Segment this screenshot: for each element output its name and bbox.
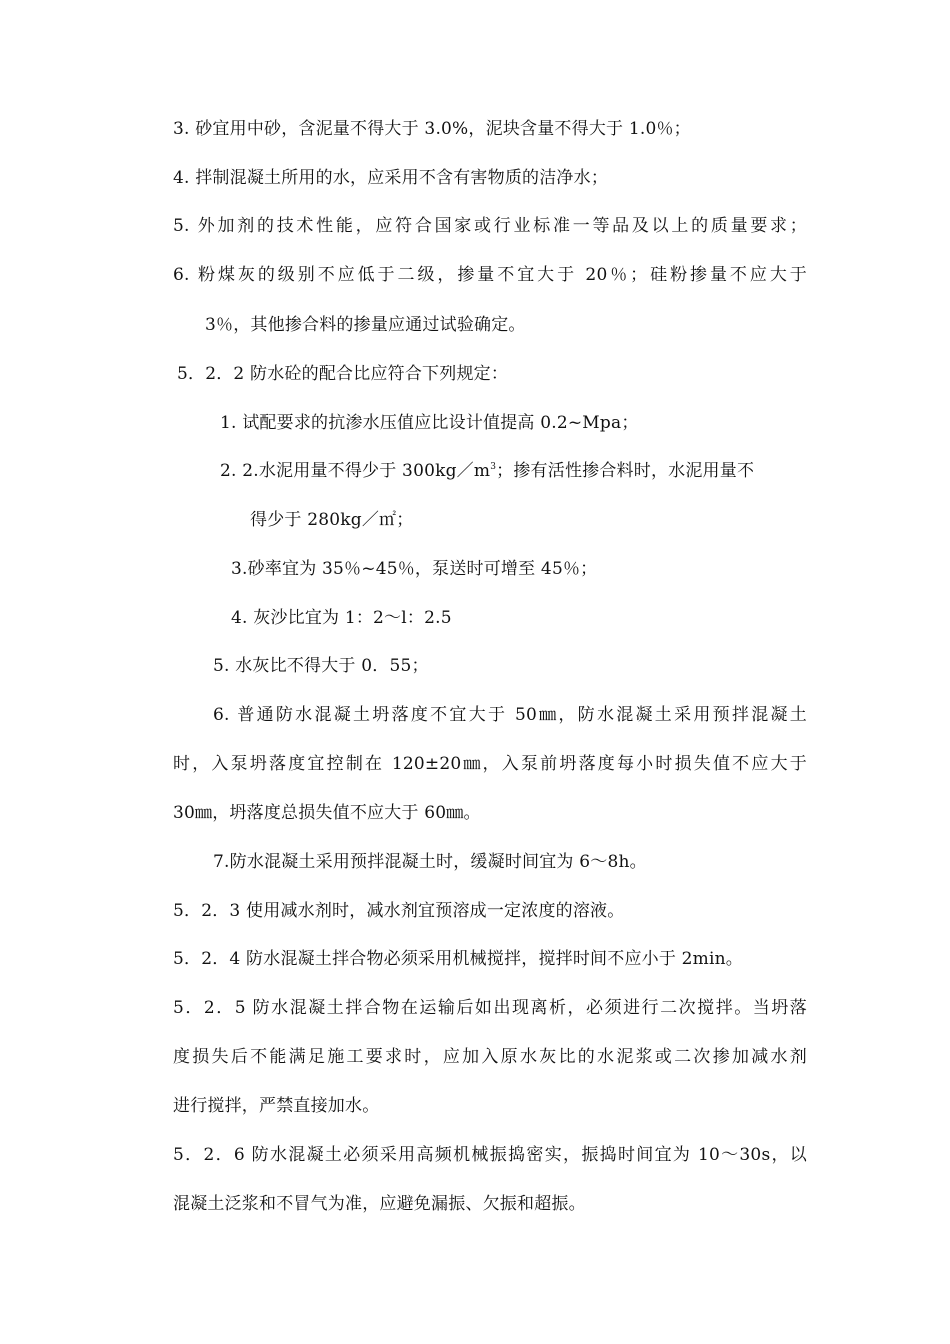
mix-item-4: 4. 灰沙比宜为 1：2～l：2.5 <box>231 608 452 628</box>
section-5-2-6-line-1: 5．2．6 防水混凝土必须采用高频机械振捣密实，振捣时间宜为 10～30s，以 <box>173 1145 807 1165</box>
mix-item-2-text-b: ；掺有活性掺合料时，水泥用量不 <box>496 461 755 481</box>
mix-item-6-line-2: 时，入泵坍落度宜控制在 120±20㎜，入泵前坍落度每小时损失值不应大于 <box>173 754 807 774</box>
section-5-2-5-line-2: 度损失后不能满足施工要求时，应加入原水灰比的水泥浆或二次掺加减水剂 <box>173 1047 807 1067</box>
mix-item-5: 5. 水灰比不得大于 0．55； <box>213 656 429 676</box>
clause-sand-requirement: 3. 砂宜用中砂，含泥量不得大于 3.0%，泥块含量不得大于 1.0％； <box>173 119 691 139</box>
mix-item-3: 3.砂率宜为 35％~45％，泵送时可增至 45％； <box>231 559 598 579</box>
mix-item-2-line-1 <box>220 459 754 483</box>
clause-admixture-performance: 5. 外加剂的技术性能，应符合国家或行业标准一等品及以上的质量要求； <box>173 216 807 236</box>
clause-mixing-water: 4. 拌制混凝土所用的水，应采用不含有害物质的洁净水； <box>173 168 609 188</box>
clause-fly-ash-line-2: 3％，其他掺合料的掺量应通过试验确定。 <box>205 315 526 335</box>
section-5-2-4: 5．2．4 防水混凝土拌合物必须采用机械搅拌，搅拌时间不应小于 2min。 <box>173 949 743 969</box>
section-5-2-3: 5．2．3 使用减水剂时，减水剂宜预溶成一定浓度的溶液。 <box>173 901 625 921</box>
mix-item-2-text-a: 2. 2.水泥用量不得少于 300kg／m <box>220 461 491 481</box>
mix-item-7: 7.防水混凝土采用预拌混凝土时，缓凝时间宜为 6～8h。 <box>213 852 647 872</box>
section-5-2-6-line-2: 混凝土泛浆和不冒气为准，应避免漏振、欠振和超振。 <box>173 1194 586 1214</box>
mix-item-1: 1. 试配要求的抗渗水压值应比设计值提高 0.2~Mpa； <box>220 413 639 433</box>
mix-item-6-line-3: 30㎜，坍落度总损失值不应大于 60㎜。 <box>173 803 481 823</box>
section-5-2-5-line-3: 进行搅拌，严禁直接加水。 <box>173 1096 380 1116</box>
mix-item-6-line-1: 6. 普通防水混凝土坍落度不宜大于 50㎜，防水混凝土采用预拌混凝土 <box>213 705 807 725</box>
mix-item-2-line-2: 得少于 280kg／㎡； <box>250 510 414 530</box>
clause-fly-ash-line-1: 6. 粉煤灰的级别不应低于二级，掺量不宜大于 20％；硅粉掺量不应大于 <box>173 265 807 285</box>
section-5-2-2-heading: 5．2．2 防水砼的配合比应符合下列规定： <box>177 364 509 384</box>
section-5-2-5-line-1: 5．2．5 防水混凝土拌合物在运输后如出现离析，必须进行二次搅拌。当坍落 <box>173 998 807 1018</box>
superscript-3: 3 <box>490 462 497 472</box>
